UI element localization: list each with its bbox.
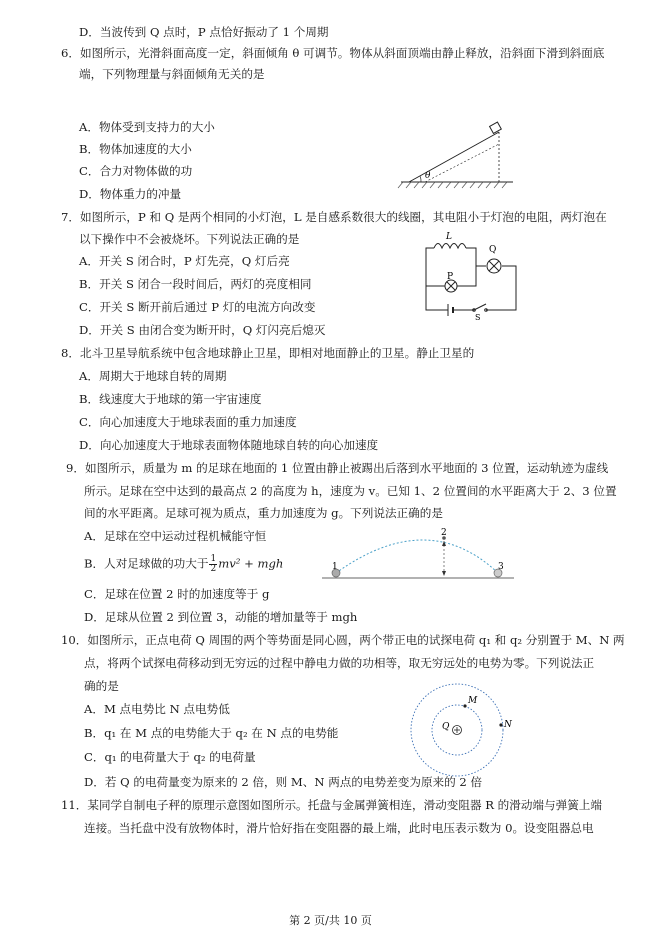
q9-fraction-denominator: 2 [210,564,217,574]
q9-stem-line3: 间的水平距离。足球可视为质点，重力加速度为 g。下列说法正确的是 [84,506,443,520]
q10-option-a: A．M 点电势比 N 点电势低 [84,702,230,716]
q5-option-d: D．当波传到 Q 点时，P 点恰好振动了 1 个周期 [79,25,329,39]
q7-option-d: D．开关 S 由闭合变为断开时，Q 灯闪亮后熄灭 [79,323,326,337]
q9-option-b-prefix: B．人对足球做的功大于 [84,556,209,571]
q6-stem-line2: 端，下列物理量与斜面倾角无关的是 [79,67,265,81]
q10-stem-line3: 确的是 [84,679,119,693]
q6-option-c: C．合力对物体做的功 [79,164,193,178]
q7-lamp-q-label: Q [489,245,497,255]
q11-stem-line2: 连接。当托盘中没有放物体时，滑片恰好指在变阻器的最上端，此时电压表示数为 0。设变阻器总电 [84,821,594,835]
q7-stem-line2: 以下操作中不会被烧坏。下列说法正确的是 [79,232,300,246]
q10-option-b: B．q₁ 在 M 点的电势能大于 q₂ 在 N 点的电势能 [84,726,339,740]
q9-option-b-fraction [209,555,217,574]
q6-theta-label: θ [425,171,431,181]
q10-option-c: C．q₁ 的电荷量大于 q₂ 的电荷量 [84,750,256,764]
q7-lamp-p-label: P [447,272,454,282]
q7-inductor-label: L [446,232,452,242]
q8-option-c: C．向心加速度大于地球表面的重力加速度 [79,415,297,429]
q9-position-1-label: 1 [332,562,338,572]
q9-stem-line2: 所示。足球在空中达到的最高点 2 的高度为 h，速度为 v。已知 1、2 位置间的水平距离大于 2、3 位置 [84,484,617,498]
q7-option-b: B．开关 S 闭合一段时间后，两灯的亮度相同 [79,277,312,291]
q8-option-a: A．周期大于地球自转的周期 [79,369,227,383]
q10-point-n-label: N [504,720,512,730]
q7-switch-label: S [475,313,481,320]
q9-option-b-formula: mv² + mgh [218,556,284,571]
q8-option-d: D．向心加速度大于地球表面物体随地球自转的向心加速度 [79,438,379,452]
q10-stem-line2: 点，将两个试探电荷移动到无穷远的过程中静电力做的功相等，取无穷远处的电势为零。下列说法正 [84,656,595,670]
q11-stem-line1: 11．某同学自制电子秤的原理示意图如图所示。托盘与金属弹簧相连，滑动变阻器 R 的滑动端与弹簧上端 [61,798,602,812]
q6-stem-line1: 6．如图所示，光滑斜面高度一定，斜面倾角 θ 可调节。物体从斜面顶端由静止释放，沿斜面下滑到斜面底 [61,46,605,60]
q7-option-a: A．开关 S 闭合时，P 灯先亮，Q 灯后亮 [79,254,290,268]
q9-stem-line1: 9．如图所示，质量为 m 的足球在地面的 1 位置由静止被踢出后落到水平地面的 3 位置，运动轨迹为虚线 [66,461,609,475]
q10-charge-q-label: Q [442,722,450,732]
q10-option-d: D．若 Q 的电荷量变为原来的 2 倍，则 M、N 两点的电势差变为原来的 2 倍 [84,775,483,789]
q9-option-b [84,555,283,574]
q9-trajectory-figure [318,527,518,583]
q8-option-b: B．线速度大于地球的第一宇宙速度 [79,392,262,406]
q8-stem: 8．北斗卫星导航系统中包含地球静止卫星，即相对地面静止的卫星。静止卫星的 [61,346,475,360]
page-footer: 第 2 页/共 10 页 [289,914,372,927]
q6-incline-figure [395,120,520,190]
q9-position-3-label: 3 [498,562,504,572]
q9-fraction-numerator: 1 [210,554,217,564]
q6-option-b: B．物体加速度的大小 [79,142,192,156]
q6-option-a: A．物体受到支持力的大小 [79,120,215,134]
q10-equipotential-figure [405,680,515,780]
q9-option-d: D．足球从位置 2 到位置 3，动能的增加量等于 mgh [84,610,358,624]
q9-option-c: C．足球在位置 2 时的加速度等于 g [84,587,270,601]
q7-circuit-figure [418,228,523,320]
q9-option-a: A．足球在空中运动过程机械能守恒 [84,529,267,543]
q7-option-c: C．开关 S 断开前后通过 P 灯的电流方向改变 [79,300,316,314]
q7-stem-line1: 7．如图所示，P 和 Q 是两个相同的小灯泡，L 是自感系数很大的线圈，其电阻小于灯泡的电阻，两灯泡在 [61,210,607,224]
q10-stem-line1: 10．如图所示，正点电荷 Q 周围的两个等势面是同心圆，两个带正电的试探电荷 q₁ 和 q₂ 分别置于 M、N 两 [61,633,625,647]
q9-position-2-label: 2 [441,528,447,538]
q6-option-d: D．物体重力的冲量 [79,187,182,201]
q10-point-m-label: M [468,696,478,706]
